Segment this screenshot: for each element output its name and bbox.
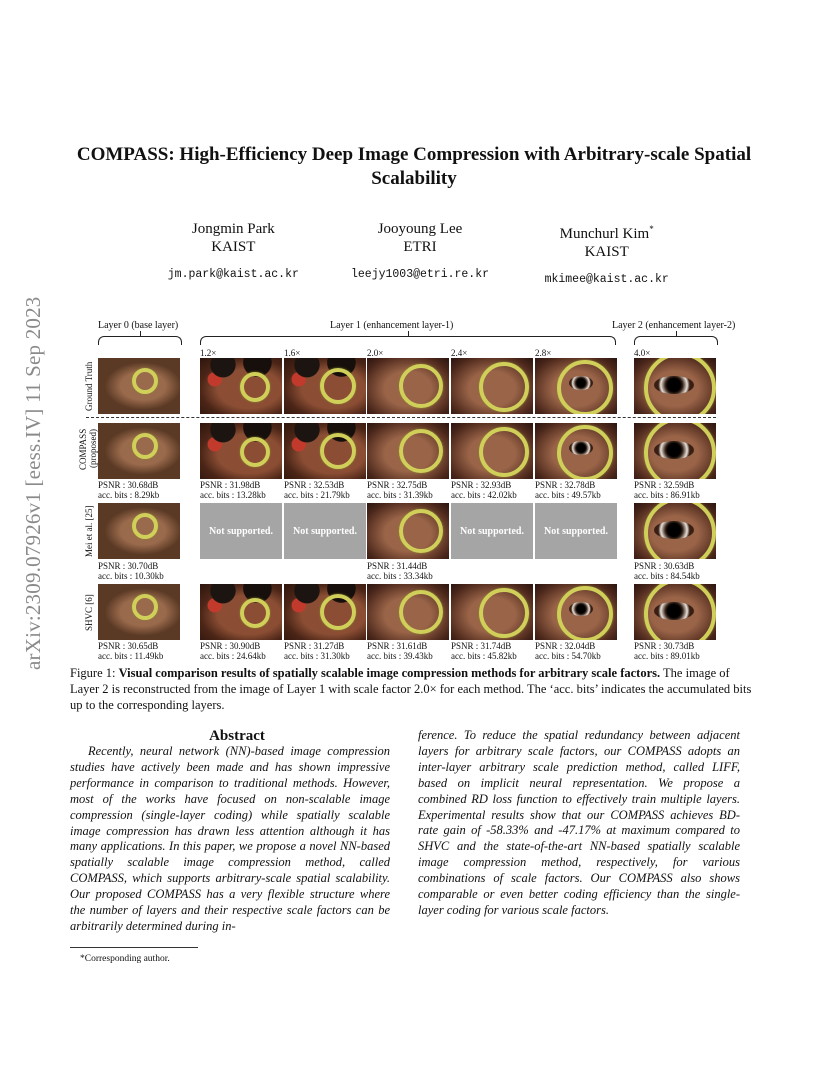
scale-label: 1.6× xyxy=(284,348,301,358)
gt-image-2-4x xyxy=(451,358,533,414)
shvc-stats-4-0x: PSNR : 30.73dB acc. bits : 89.01kb xyxy=(634,641,700,661)
gt-image-4-0x xyxy=(634,358,716,414)
abstract-column-1: Recently, neural network (NN)-based image compression studies have actively been made and has shown impressive performance in comparison to traditional methods. However, most of the works have focused on non-scalable image compression (single-layer coding) while spatially scalable image compression has drawn less attention although it has many applications. In this paper, we propose a novel NN-based spatially scalable image compression method, called COMPASS, which supports arbitrary-scale spatial scalability. Our proposed COMPASS has a very flexible structure where the number of layers and their respective scale factors can be arbitrarily determined during in- xyxy=(70,744,390,933)
shvc-stats-2-8x: PSNR : 32.04dB acc. bits : 54.70kb xyxy=(535,641,601,661)
scale-label: 2.0× xyxy=(367,348,384,358)
shvc-stats-layer0: PSNR : 30.65dB acc. bits : 11.49kb xyxy=(98,641,164,661)
compass-image-2-0x xyxy=(367,423,449,479)
arxiv-stamp: arXiv:2309.07926v1 [eess.IV] 11 Sep 2023 xyxy=(21,296,45,670)
layer1-header: Layer 1 (enhancement layer-1) xyxy=(330,320,454,331)
shvc-image-2-4x xyxy=(451,584,533,640)
layer0-header: Layer 0 (base layer) xyxy=(98,320,179,331)
author-block xyxy=(140,220,700,289)
shvc-stats-1-2x: PSNR : 30.90dB acc. bits : 24.64kb xyxy=(200,641,266,661)
layer2-brace xyxy=(634,336,718,345)
compass-stats-1-2x: PSNR : 31.98dB acc. bits : 13.28kb xyxy=(200,480,266,500)
mei-image-4-0x xyxy=(634,503,716,559)
footnote: *Corresponding author. xyxy=(80,954,170,964)
shvc-stats-1-6x: PSNR : 31.27dB acc. bits : 31.30kb xyxy=(284,641,350,661)
shvc-image-2-8x xyxy=(535,584,617,640)
paper-title: COMPASS: High-Efficiency Deep Image Compression with Arbitrary-scale Spatial Scalability xyxy=(76,144,752,189)
gt-layer0-image xyxy=(98,358,180,414)
layer0-brace xyxy=(98,336,182,345)
shvc-image-1-2x xyxy=(200,584,282,640)
not-supported-placeholder: Not supported. xyxy=(451,503,533,559)
gt-image-1-2x xyxy=(200,358,282,414)
compass-stats-1-6x: PSNR : 32.53dB acc. bits : 21.79kb xyxy=(284,480,350,500)
row-divider xyxy=(86,417,716,418)
footnote-rule xyxy=(70,947,198,948)
figure-caption xyxy=(70,665,760,713)
author-2 xyxy=(327,220,514,289)
abstract-column-2: ference. To reduce the spatial redundancy between adjacent layers for arbitrary scale factors, our COMPASS adopts an inter-layer arbitrary scale prediction method, called LIFF, based on implicit neural representation. We propose a combined RD loss function to effectively train multiple layers. Experimental results show that our COMPASS achieves BD-rate gain of -58.33% and -47.17% at maximum compared to SHVC and the state-of-the-art NN-based spatially scalable image compression method, respectively, for various combinations of scale factors. Our COMPASS also shows comparable or even better coding efficiency than the single-layer coding for various scale factors. xyxy=(418,728,740,917)
author-email[interactable]: mkimee@kaist.ac.kr xyxy=(544,273,669,286)
author-name: Jongmin Park xyxy=(191,221,275,237)
shvc-layer0-image xyxy=(98,584,180,640)
caption-text: The image of Layer 2 is reconstructed from the image of Layer 1 with scale factor 2.0× for each method. The ‘acc. bits’ indicates the accumulated bits up to the corresponding layers. xyxy=(70,666,752,712)
mei-stats-layer0: PSNR : 30.70dB acc. bits : 10.30kb xyxy=(98,561,164,581)
shvc-stats-2-4x: PSNR : 31.74dB acc. bits : 45.82kb xyxy=(451,641,517,661)
compass-image-2-4x xyxy=(451,423,533,479)
compass-image-2-8x xyxy=(535,423,617,479)
compass-image-4-0x xyxy=(634,423,716,479)
not-supported-placeholder: Not supported. xyxy=(200,503,282,559)
author-email[interactable]: jm.park@kaist.ac.kr xyxy=(167,268,299,281)
row-label-ground-truth: Ground Truth xyxy=(84,361,94,411)
mei-layer0-image xyxy=(98,503,180,559)
author-affiliation: KAIST xyxy=(584,244,629,260)
mei-image-2-0x xyxy=(367,503,449,559)
shvc-stats-2-0x: PSNR : 31.61dB acc. bits : 39.43kb xyxy=(367,641,433,661)
scale-label: 4.0× xyxy=(634,348,651,358)
not-supported-placeholder: Not supported. xyxy=(284,503,366,559)
author-affiliation: ETRI xyxy=(403,239,437,255)
mei-stats-4-0x: PSNR : 30.63dB acc. bits : 84.54kb xyxy=(634,561,700,581)
mei-stats-2-0x: PSNR : 31.44dB acc. bits : 33.34kb xyxy=(367,561,433,581)
gt-image-2-0x xyxy=(367,358,449,414)
shvc-image-2-0x xyxy=(367,584,449,640)
not-supported-placeholder: Not supported. xyxy=(535,503,617,559)
shvc-image-1-6x xyxy=(284,584,366,640)
scale-label: 1.2× xyxy=(200,348,217,358)
compass-stats-layer0: PSNR : 30.68dB acc. bits : 8.29kb xyxy=(98,480,160,500)
caption-bold: Visual comparison results of spatially scalable image compression methods for arbitrary scale factors. xyxy=(118,666,661,680)
caption-label: Figure 1: xyxy=(70,666,116,680)
gt-image-1-6x xyxy=(284,358,366,414)
scale-label: 2.8× xyxy=(535,348,552,358)
author-affiliation: KAIST xyxy=(211,239,256,255)
scale-label: 2.4× xyxy=(451,348,468,358)
author-3 xyxy=(513,220,700,289)
row-label-compass: COMPASS (proposed) xyxy=(78,428,98,470)
author-name: Jooyoung Lee xyxy=(377,221,463,237)
row-label-shvc: SHVC [6] xyxy=(84,594,94,632)
author-1 xyxy=(140,220,327,289)
compass-layer0-image xyxy=(98,423,180,479)
author-name: Munchurl Kim xyxy=(559,226,650,242)
gt-image-2-8x xyxy=(535,358,617,414)
corresponding-mark: * xyxy=(649,224,654,234)
author-email[interactable]: leejy1003@etri.re.kr xyxy=(350,268,490,281)
layer1-brace xyxy=(200,336,616,345)
compass-stats-2-0x: PSNR : 32.75dB acc. bits : 31.39kb xyxy=(367,480,433,500)
compass-stats-2-8x: PSNR : 32.78dB acc. bits : 49.57kb xyxy=(535,480,601,500)
abstract-heading: Abstract xyxy=(209,728,265,744)
shvc-image-4-0x xyxy=(634,584,716,640)
row-label-mei: Mei et al. [25] xyxy=(84,505,94,557)
compass-image-1-2x xyxy=(200,423,282,479)
compass-image-1-6x xyxy=(284,423,366,479)
compass-stats-2-4x: PSNR : 32.93dB acc. bits : 42.02kb xyxy=(451,480,517,500)
compass-stats-4-0x: PSNR : 32.59dB acc. bits : 86.91kb xyxy=(634,480,700,500)
layer2-header: Layer 2 (enhancement layer-2) xyxy=(612,320,736,331)
